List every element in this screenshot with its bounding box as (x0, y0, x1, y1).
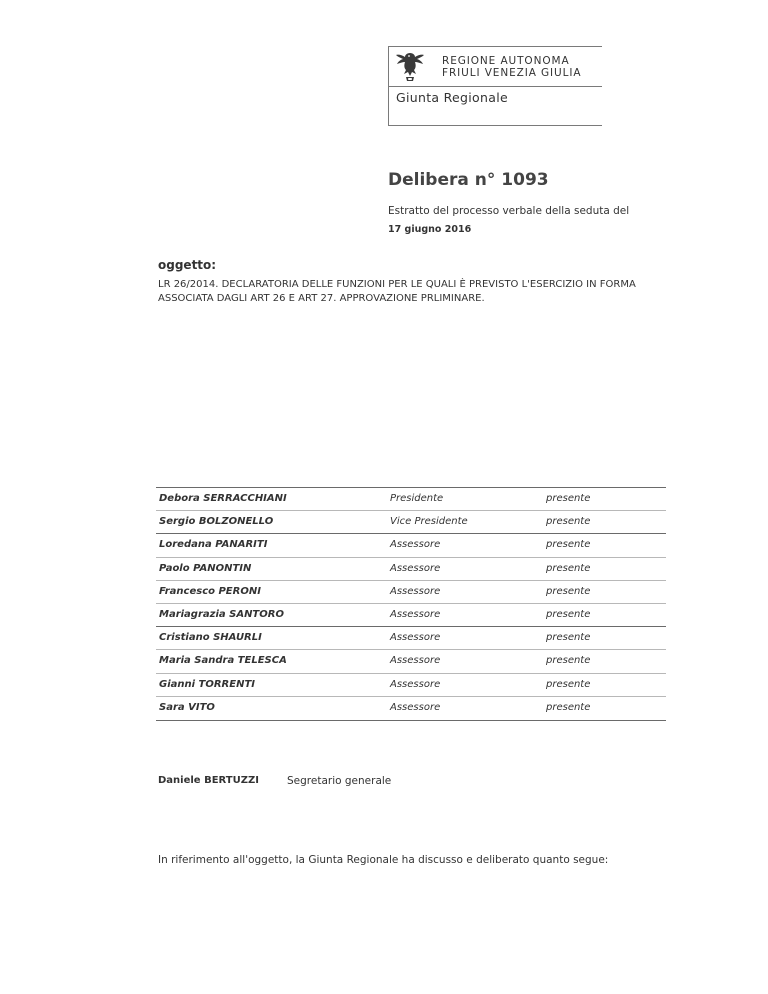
closing-statement: In riferimento all'oggetto, la Giunta Regionale ha discusso e deliberato quanto segue: (158, 854, 609, 866)
letterhead-top-rule (389, 46, 602, 47)
member-row (156, 674, 666, 697)
subject-label: oggetto: (158, 258, 217, 272)
member-status: presente (546, 493, 591, 504)
member-status: presente (546, 585, 591, 597)
member-status: presente (546, 562, 591, 574)
member-status: presente (546, 678, 591, 690)
member-row (156, 697, 666, 720)
member-status: presente (546, 516, 591, 528)
letterhead-middle-rule (389, 86, 602, 87)
member-name: Paolo PANONTIN (159, 562, 252, 574)
member-row (156, 534, 666, 557)
member-role: Assessore (390, 632, 441, 644)
member-name: Mariagrazia SANTORO (159, 608, 284, 620)
member-name: Francesco PERONI (159, 585, 261, 597)
member-status: presente (546, 701, 591, 713)
member-status: presente (546, 539, 591, 551)
member-name: Maria Sandra TELESCA (159, 655, 287, 667)
member-row (156, 604, 666, 627)
member-role: Assessore (390, 608, 441, 620)
members-table (156, 487, 666, 721)
member-role: Assessore (390, 562, 441, 574)
secretary-role: Segretario generale (287, 775, 392, 787)
member-role: Assessore (390, 539, 441, 551)
letterhead-bottom-rule (389, 125, 602, 126)
region-name (442, 55, 581, 79)
region-name-line1: REGIONE AUTONOMA (442, 55, 570, 67)
member-row (156, 581, 666, 604)
member-role: Presidente (390, 493, 444, 504)
member-name: Sergio BOLZONELLO (159, 516, 274, 528)
member-role: Vice Presidente (390, 516, 468, 528)
member-row (156, 511, 666, 534)
member-name: Gianni TORRENTI (159, 678, 255, 690)
member-row (156, 488, 666, 511)
member-status: presente (546, 655, 591, 667)
member-status: presente (546, 608, 591, 620)
secretary-name: Daniele BERTUZZI (158, 775, 259, 786)
member-name: Sara VITO (159, 701, 215, 713)
member-name: Loredana PANARITI (159, 539, 268, 551)
member-role: Assessore (390, 678, 441, 690)
subject-text: LR 26/2014. DECLARATORIA DELLE FUNZIONI PER LE QUALI È PREVISTO L'ESERCIZIO IN FORMA ASSOCIATA DAGLI ART 26 E ART 27. APPROVAZIONE PRLIMINARE. (158, 279, 636, 304)
region-name-line2: FRIULI VENEZIA GIULIA (442, 67, 582, 79)
member-row (156, 650, 666, 673)
member-row (156, 558, 666, 581)
member-name: Debora SERRACCHIANI (159, 493, 287, 504)
letterhead (388, 46, 602, 126)
member-status: presente (546, 632, 591, 644)
member-row (156, 627, 666, 650)
eagle-crest-icon (395, 49, 425, 83)
extract-label: Estratto del processo verbale della seduta del (388, 205, 630, 217)
member-role: Assessore (390, 701, 441, 713)
member-role: Assessore (390, 655, 441, 667)
delibera-title: Delibera n° 1093 (388, 170, 549, 190)
member-role: Assessore (390, 585, 441, 597)
member-name: Cristiano SHAURLI (159, 632, 262, 644)
session-date: 17 giugno 2016 (388, 224, 472, 235)
giunta-regionale-label: Giunta Regionale (396, 90, 508, 105)
